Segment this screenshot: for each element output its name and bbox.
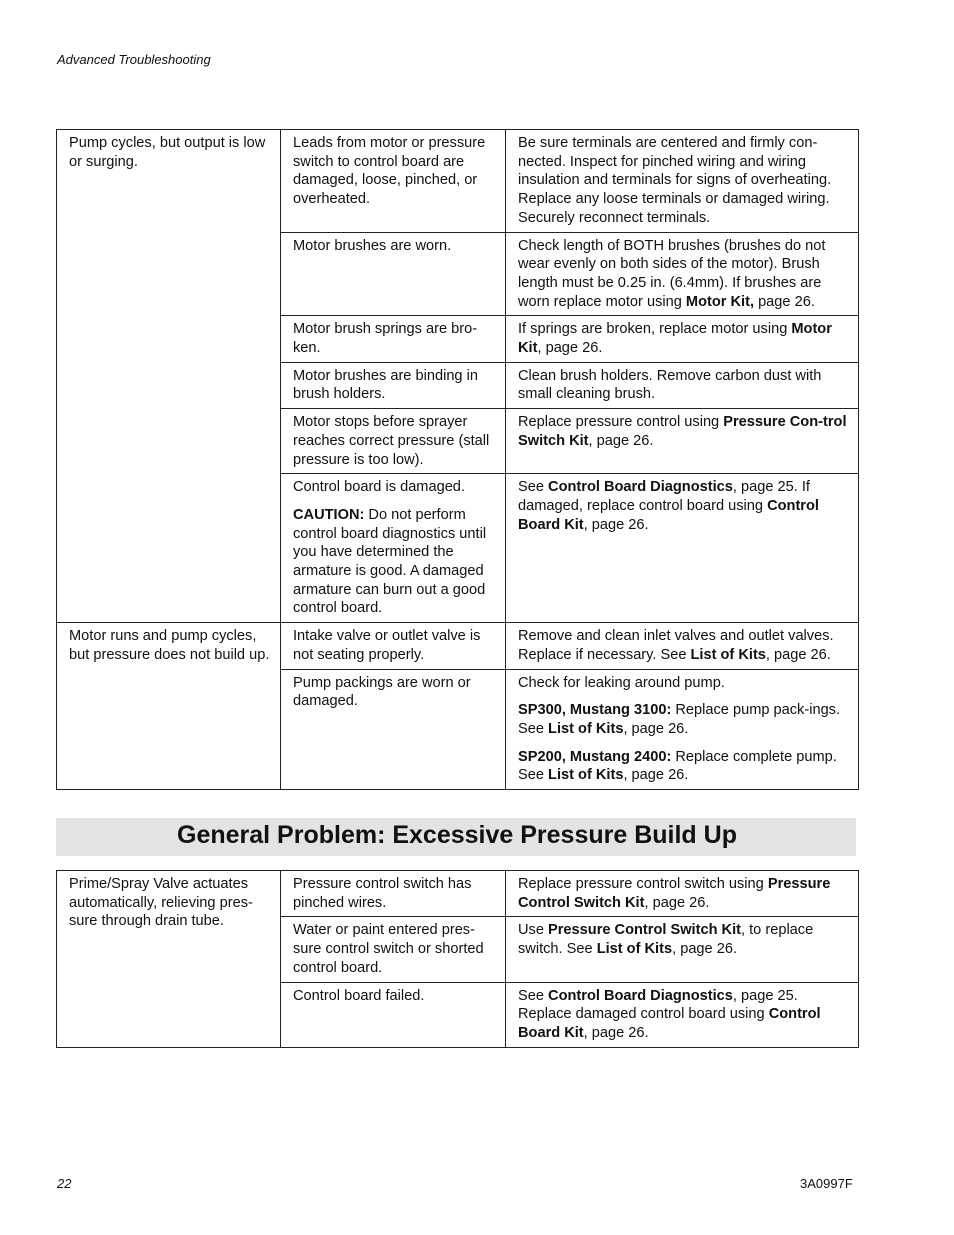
solution-segment: , page 26.: [583, 1024, 649, 1041]
solution-segment: Check for leaking around pump.: [518, 674, 725, 691]
solution-emphasis: List of Kits: [548, 767, 624, 784]
cause-cell: [281, 474, 506, 623]
solution-emphasis: Control Board Diagnostics: [548, 987, 733, 1004]
cause-text: Intake valve or outlet valve is not seating properly.: [293, 628, 481, 663]
problem-cell: [57, 130, 281, 623]
cause-text: Pressure control switch has pinched wires.: [293, 876, 472, 911]
section-title: General Problem: Excessive Pressure Build Up: [177, 821, 737, 849]
solution-emphasis: Control Board Kit: [518, 497, 819, 533]
problem-cell: [57, 871, 281, 1048]
solution-emphasis: Pressure Control Switch Kit: [518, 876, 831, 911]
cause-cell: [281, 316, 506, 362]
solution-text: [518, 748, 850, 785]
solution-text: [518, 237, 850, 312]
problem-text: Prime/Spray Valve actuates automatically, relieving pres-sure through drain tube.: [69, 876, 253, 930]
solution-cell: [506, 474, 859, 623]
solution-segment: , page 26.: [623, 767, 689, 784]
solution-emphasis: Control Board Kit: [518, 1006, 821, 1041]
cause-cell: [281, 232, 506, 316]
solution-text: [518, 674, 850, 693]
troubleshooting-table-low-output: [56, 129, 859, 790]
solution-emphasis: Pressure Control Switch Kit: [548, 922, 742, 939]
solution-segment: See: [518, 987, 549, 1004]
cause-text: Motor brush springs are bro-ken.: [293, 321, 478, 357]
solution-segment: , page 26.: [623, 720, 689, 737]
cause-text: Motor brushes are binding in brush holders.: [293, 367, 478, 403]
troubleshooting-table-excessive-pressure: [56, 870, 859, 1048]
cause-cell: [281, 982, 506, 1047]
solution-segment: See: [518, 479, 549, 496]
solution-segment: , to replace switch. See: [518, 922, 814, 958]
table-body: [57, 130, 859, 790]
cause-text: Control board is damaged.: [293, 479, 465, 496]
section-heading-bar: [56, 818, 856, 856]
solution-text: [518, 320, 850, 357]
solution-emphasis: SP200, Mustang 2400:: [518, 748, 672, 765]
caution-note: [293, 506, 497, 618]
solution-text: [518, 921, 850, 958]
page-number: 22: [57, 1176, 72, 1191]
solution-text: [518, 413, 850, 450]
solution-text: [518, 134, 850, 228]
solution-text: [518, 875, 850, 912]
solution-emphasis: Motor Kit: [518, 321, 832, 357]
solution-emphasis: List of Kits: [596, 941, 673, 958]
cause-text: Motor brushes are worn.: [293, 237, 452, 254]
solution-text: [518, 701, 850, 738]
solution-cell: [506, 871, 859, 917]
solution-text: [518, 627, 850, 664]
solution-cell: [506, 232, 859, 316]
solution-segment: Replace pressure control switch using: [518, 876, 768, 892]
cause-cell: [281, 362, 506, 408]
solution-cell: [506, 362, 859, 408]
problem-text: Pump cycles, but output is low or surging.: [69, 135, 266, 170]
solution-cell: [506, 130, 859, 233]
solution-cell: [506, 623, 859, 669]
table-row: [57, 623, 859, 669]
solution-text: [518, 478, 850, 534]
cause-cell: [281, 623, 506, 669]
cause-cell: [281, 130, 506, 233]
solution-emphasis: List of Kits: [690, 646, 766, 663]
solution-segment: , page 26.: [672, 941, 738, 958]
solution-cell: [506, 669, 859, 790]
solution-emphasis: Motor Kit,: [685, 293, 755, 310]
solution-segment: , page 26.: [588, 432, 654, 449]
solution-segment: , page 26.: [537, 340, 603, 357]
cause-cell: [281, 917, 506, 982]
solution-segment: , page 25. Replace damaged control board using: [518, 987, 798, 1023]
cause-text: Motor stops before sprayer reaches correct pressure (stall pressure is too low).: [293, 414, 490, 468]
solution-cell: [506, 917, 859, 982]
solution-emphasis: List of Kits: [548, 720, 624, 737]
document-id: 3A0997F: [800, 1176, 853, 1191]
caution-label: CAUTION:: [293, 506, 365, 523]
cause-text: Control board failed.: [293, 987, 425, 1004]
cause-text: Water or paint entered pres-sure control switch or shorted control board.: [293, 922, 484, 976]
caution-text: Do not perform control board diagnostics until you have determined the armature is good. A damaged armature can burn out a good control board.: [293, 506, 487, 617]
cause-cell: [281, 871, 506, 917]
solution-segment: Clean brush holders. Remove carbon dust with small cleaning brush.: [518, 367, 822, 403]
solution-segment: , page 26.: [583, 516, 649, 533]
cause-text: Leads from motor or pressure switch to control board are damaged, loose, pinched, or overheated.: [293, 135, 486, 208]
solution-text: [518, 987, 850, 1043]
solution-cell: [506, 316, 859, 362]
solution-segment: Remove and clean inlet valves and outlet valves. Replace if necessary. See: [518, 628, 834, 663]
solution-segment: If springs are broken, replace motor using: [518, 321, 792, 338]
cause-cell: [281, 669, 506, 790]
table-row: [57, 130, 859, 233]
solution-text: [518, 367, 850, 404]
solution-segment: Use: [518, 922, 549, 939]
solution-emphasis: Control Board Diagnostics: [548, 479, 733, 496]
solution-segment: , page 25. If damaged, replace control board using: [518, 479, 810, 514]
solution-segment: Check length of BOTH brushes (brushes do not wear evenly on both sides of the motor). Brush length must be 0.25 in. (6.4mm). If brushes are worn replace motor using: [518, 237, 826, 310]
solution-segment: , page 26.: [644, 894, 710, 911]
cause-cell: [281, 409, 506, 474]
solution-segment: Be sure terminals are centered and firmly con-nected. Inspect for pinched wiring and wiring insulation and terminals for signs of overheating. Replace any loose terminals or damaged wiring. Securely reconnect terminals.: [518, 135, 832, 226]
solution-cell: [506, 982, 859, 1047]
solution-segment: Replace pressure control using: [518, 414, 724, 431]
solution-segment: page 26.: [754, 293, 815, 310]
problem-cell: [57, 623, 281, 790]
problem-text: Motor runs and pump cycles, but pressure does not build up.: [69, 628, 270, 663]
solution-emphasis: Pressure Con-trol Switch Kit: [518, 414, 847, 449]
running-head: Advanced Troubleshooting: [57, 52, 211, 67]
solution-segment: , page 26.: [765, 646, 831, 663]
cause-text: Pump packings are worn or damaged.: [293, 674, 471, 710]
solution-segment: Replace complete pump. See: [518, 748, 837, 784]
solution-segment: Replace pump pack-ings. See: [518, 702, 841, 737]
table-row: [57, 871, 859, 917]
solution-cell: [506, 409, 859, 474]
solution-emphasis: SP300, Mustang 3100:: [518, 702, 672, 719]
table-body: [57, 871, 859, 1048]
